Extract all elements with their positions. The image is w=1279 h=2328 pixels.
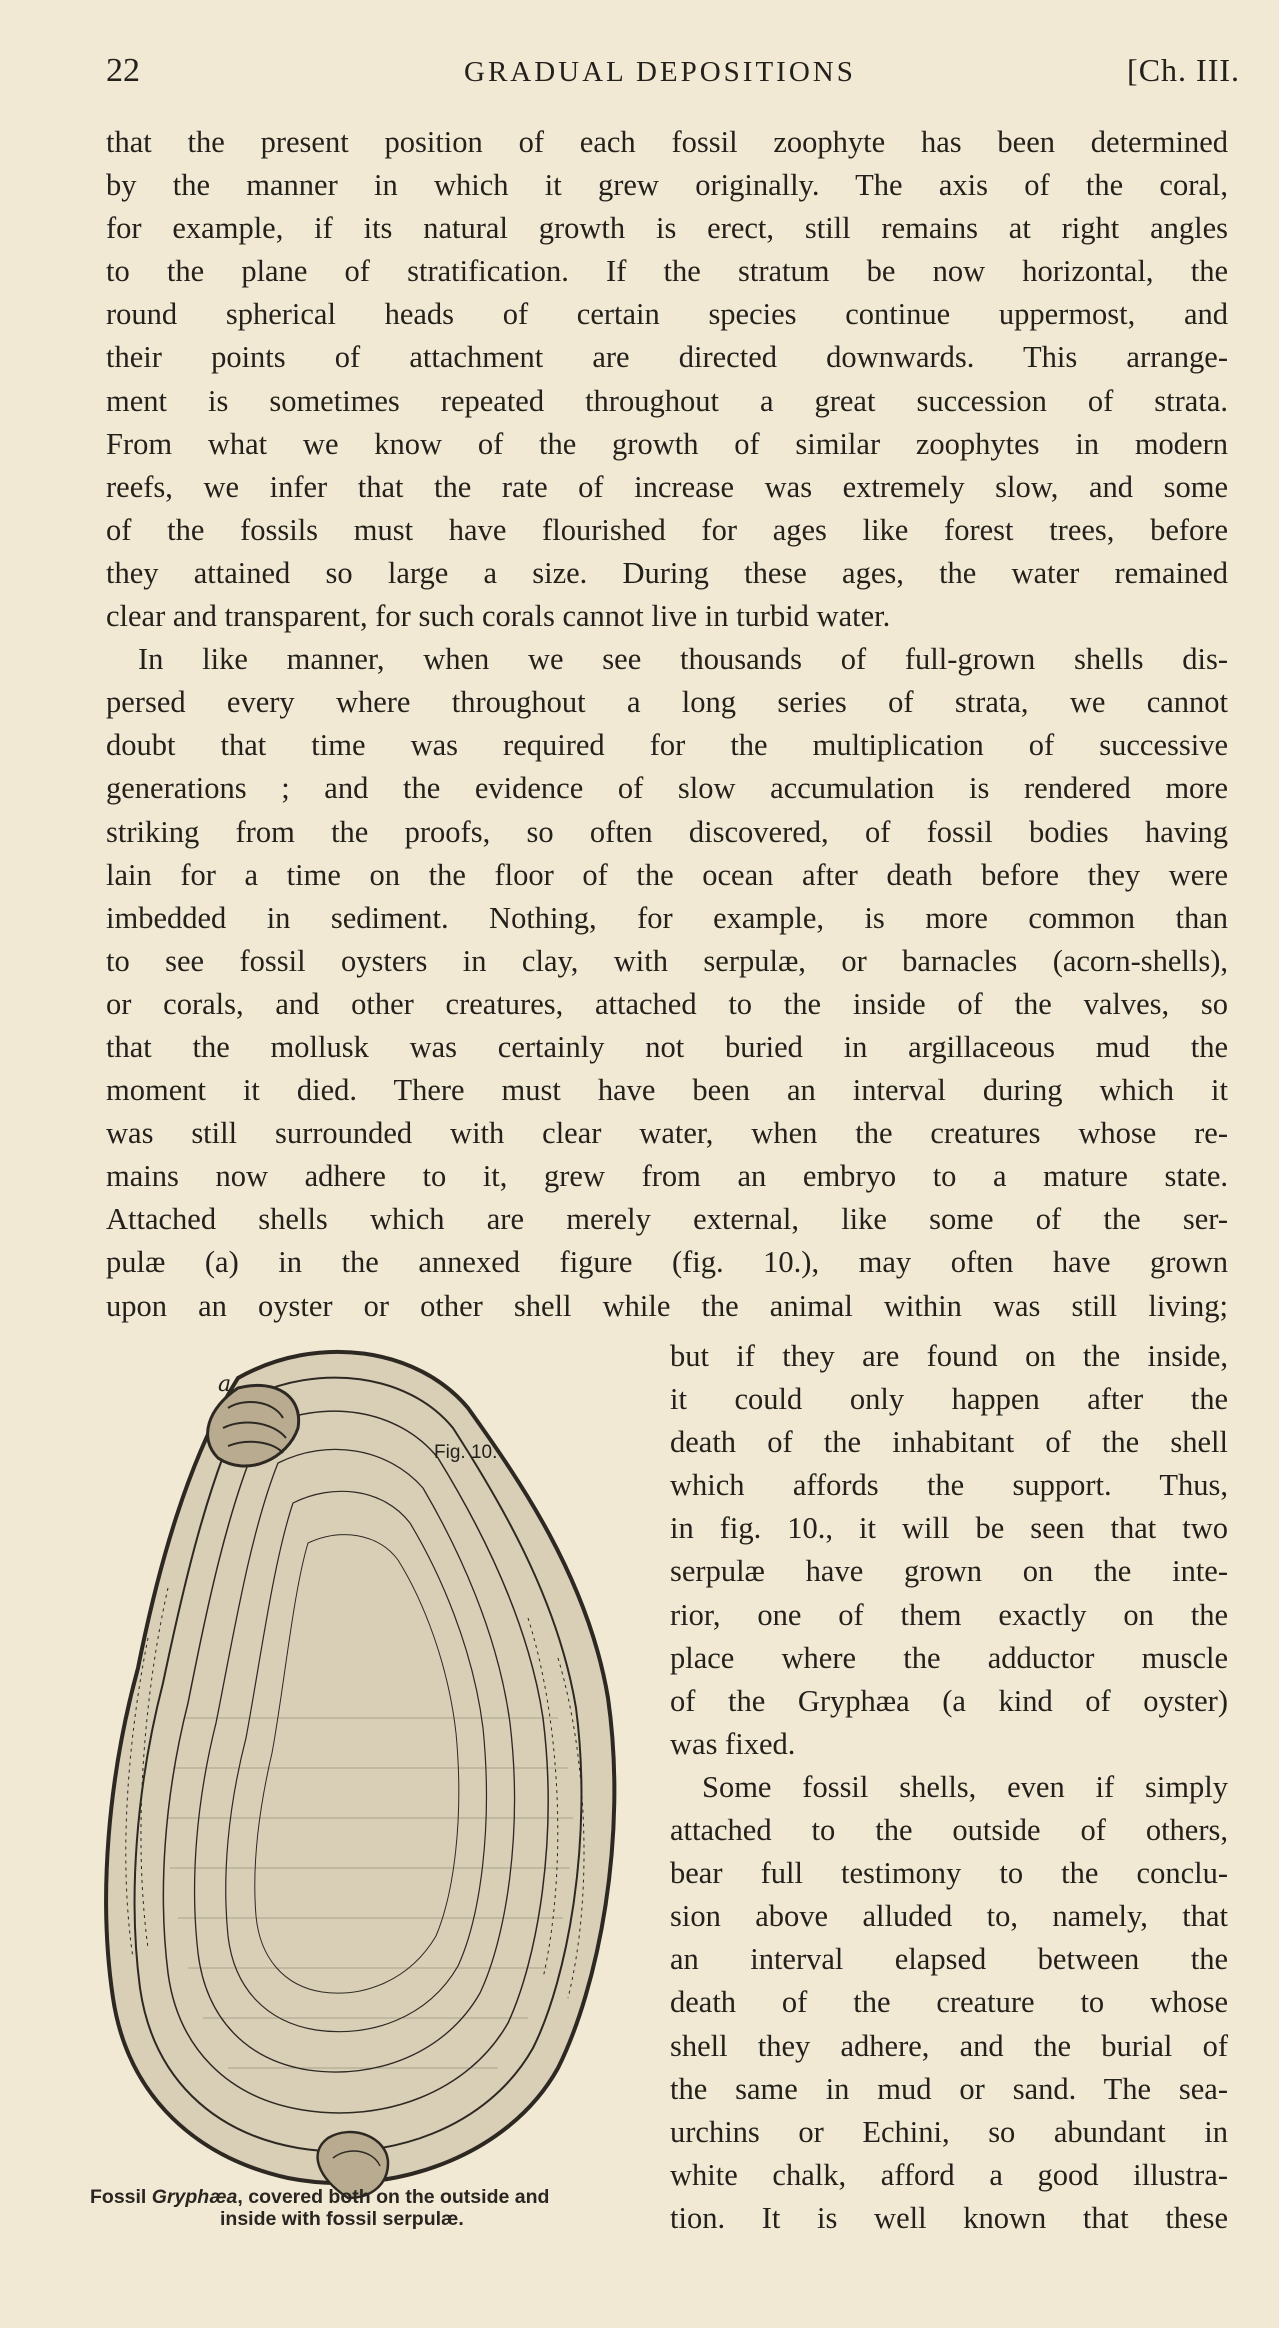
caption-text: Fossil: [90, 2186, 152, 2208]
figure-caption: [90, 2186, 650, 2230]
text-line: in fig. 10., it will be seen that two: [670, 1511, 1228, 1546]
text-line: serpulæ have grown on the inte-: [670, 1554, 1228, 1589]
text-line: doubt that time was required for the multiplication of successive: [106, 728, 1228, 763]
text-line: persed every where throughout a long series of strata, we cannot: [106, 685, 1228, 720]
text-line: place where the adductor muscle: [670, 1640, 1228, 1675]
text-line: of the fossils must have flourished for ages like forest trees, before: [106, 512, 1228, 547]
main-text: [106, 121, 1228, 1328]
page-number: 22: [106, 52, 140, 89]
text-line: white chalk, afford a good illustra-: [670, 2157, 1228, 2192]
text-line: of the Gryphæa (a kind of oyster): [670, 1683, 1228, 1718]
figure-marker-a: a: [218, 1372, 232, 1397]
text-line: clear and transparent, for such corals cannot live in turbid water.: [106, 599, 891, 634]
text-line: but if they are found on the inside,: [670, 1339, 1228, 1373]
gryphaea-shell-illustration: [88, 1338, 648, 2218]
text-line: that the present position of each fossil zoophyte has been determined: [106, 125, 1228, 159]
text-line: or corals, and other creatures, attached to the inside of the valves, so: [106, 986, 1228, 1021]
text-line: it could only happen after the: [670, 1382, 1228, 1417]
text-line: striking from the proofs, so often discovered, of fossil bodies having: [106, 814, 1228, 849]
text-line: mains now adhere to it, grew from an embryo to a mature state.: [106, 1159, 1228, 1194]
text-line: sion above alluded to, namely, that: [670, 1899, 1228, 1934]
text-line: an interval elapsed between the: [670, 1942, 1228, 1977]
paragraph: [106, 638, 1228, 1328]
text-line: shell they adhere, and the burial of: [670, 2028, 1228, 2063]
text-line: moment it died. There must have been an interval during which it: [106, 1073, 1228, 1108]
text-line: death of the inhabitant of the shell: [670, 1425, 1228, 1460]
text-line: death of the creature to whose: [670, 1985, 1228, 2020]
text-line: upon an oyster or other shell while the animal within was still living;: [106, 1288, 1228, 1323]
page-header: [104, 52, 1240, 104]
figure-label: Fig. 10.: [434, 1442, 498, 1463]
text-line: was fixed.: [670, 1726, 796, 1761]
paragraph: [106, 121, 1228, 638]
text-line: their points of attachment are directed downwards. This arrange-: [106, 340, 1228, 375]
text-line: Some fossil shells, even if simply: [702, 1769, 1228, 1804]
text-line: for example, if its natural growth is erect, still remains at right angles: [106, 211, 1228, 246]
figure-side-text: [670, 1335, 1228, 2240]
text-line: ment is sometimes repeated throughout a great succession of strata.: [106, 383, 1228, 418]
text-line: reefs, we infer that the rate of increase was extremely slow, and some: [106, 469, 1228, 504]
text-line: lain for a time on the floor of the ocean after death before they were: [106, 857, 1228, 892]
text-line: they attained so large a size. During these ages, the water remained: [106, 555, 1228, 590]
text-line: to the plane of stratification. If the stratum be now horizontal, the: [106, 254, 1228, 289]
text-line: tion. It is well known that these: [670, 2200, 1228, 2235]
text-line: that the mollusk was certainly not buried in argillaceous mud the: [106, 1029, 1228, 1064]
text-line: urchins or Echini, so abundant in: [670, 2114, 1228, 2149]
caption-line-2: inside with fossil serpulæ.: [220, 2208, 464, 2230]
text-line: rior, one of them exactly on the: [670, 1597, 1228, 1632]
text-line: Attached shells which are merely external, like some of the ser-: [106, 1202, 1228, 1237]
text-line: generations ; and the evidence of slow accumulation is rendered more: [106, 771, 1228, 806]
caption-text: , covered both on the outside and: [237, 2186, 550, 2208]
text-line: In like manner, when we see thousands of full-grown shells dis-: [138, 642, 1228, 677]
text-line: imbedded in sediment. Nothing, for example, is more common than: [106, 900, 1228, 935]
chapter-reference: [Ch. III.: [1127, 52, 1240, 88]
caption-italic-term: Gryphæa: [151, 2186, 238, 2208]
text-line: to see fossil oysters in clay, with serpulæ, or barnacles (acorn-shells),: [106, 943, 1228, 978]
text-line: bear full testimony to the conclu-: [670, 1856, 1228, 1891]
text-line: was still surrounded with clear water, when the creatures whose re-: [106, 1116, 1228, 1151]
text-line: by the manner in which it grew originally. The axis of the coral,: [106, 168, 1228, 203]
text-line: pulæ (a) in the annexed figure (fig. 10.), may often have grown: [106, 1245, 1228, 1280]
text-line: round spherical heads of certain species continue uppermost, and: [106, 297, 1228, 332]
text-line: From what we know of the growth of similar zoophytes in modern: [106, 426, 1228, 461]
text-line: which affords the support. Thus,: [670, 1468, 1228, 1503]
running-title: GRADUAL DEPOSITIONS: [464, 56, 856, 88]
text-line: the same in mud or sand. The sea-: [670, 2071, 1228, 2106]
text-line: attached to the outside of others,: [670, 1813, 1228, 1848]
